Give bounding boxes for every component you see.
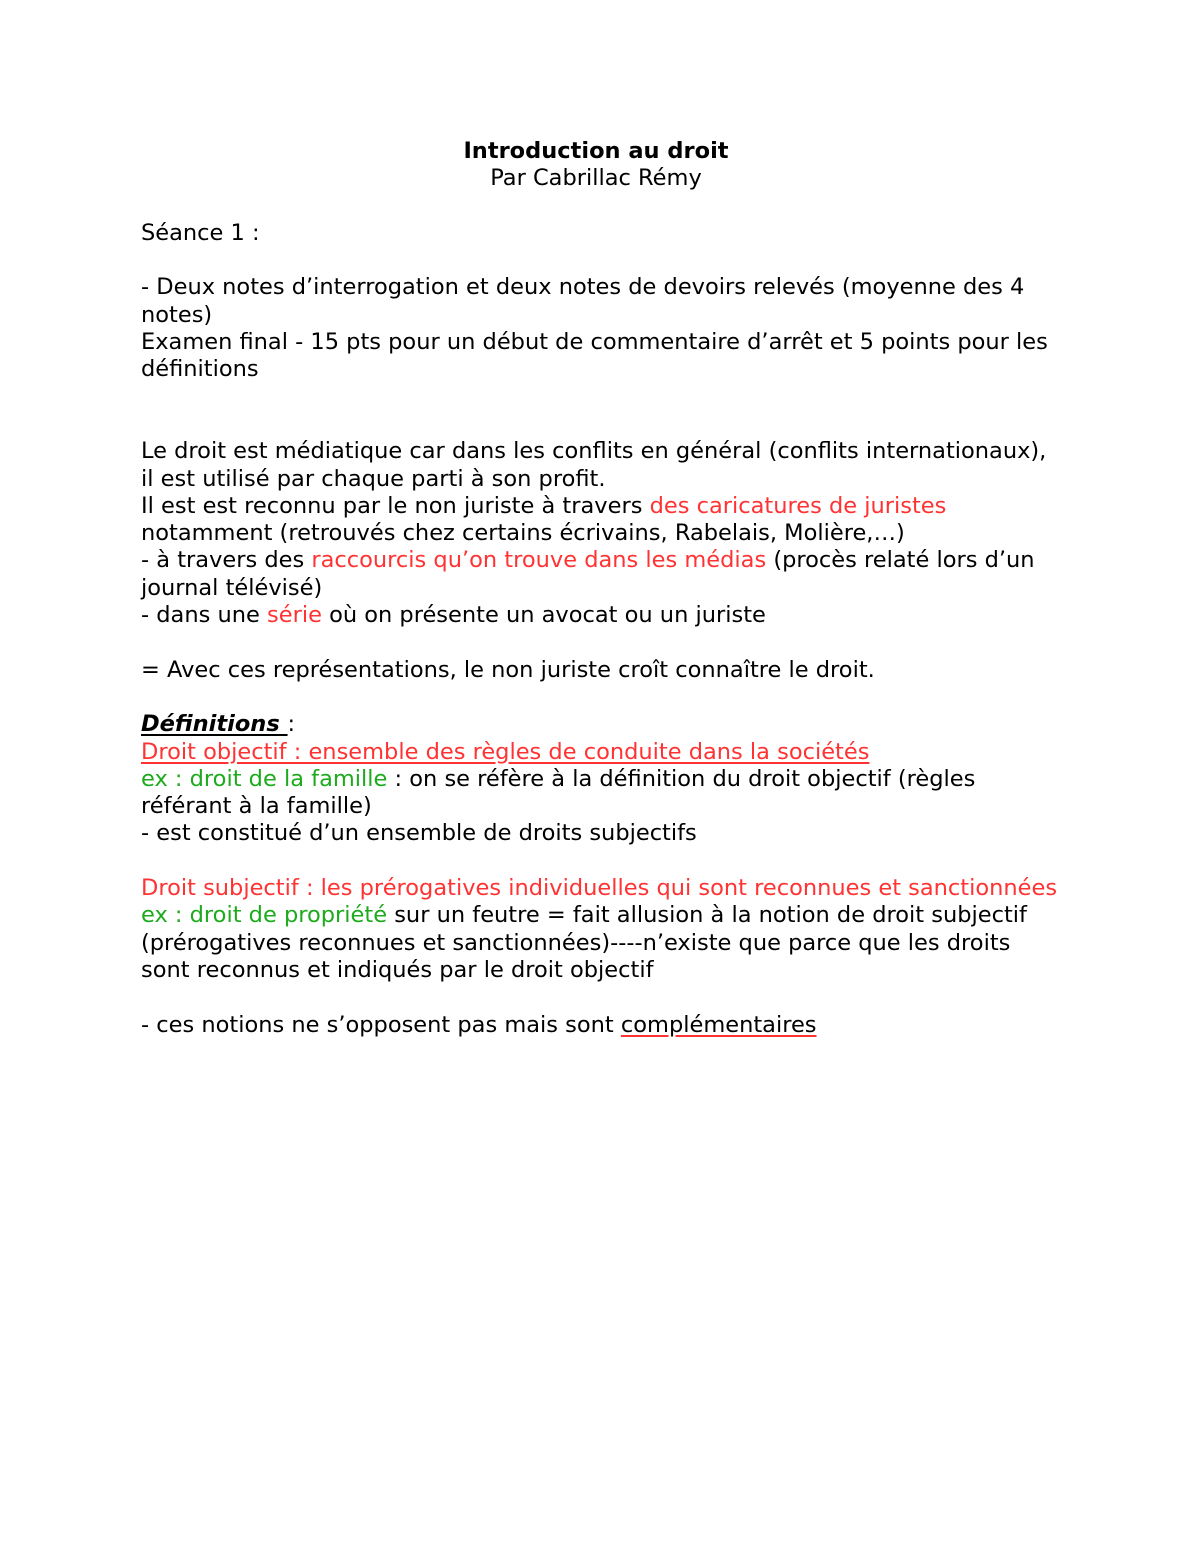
intro-p3-text-after: (procès relaté lors d’un journal télévisé) (141, 547, 1035, 601)
intro-p4-highlight: série (267, 602, 322, 629)
intro-p4-text-after: où on présente un avocat ou un juriste (321, 602, 766, 629)
evaluation-line-2: Examen final - 15 pts pour un début de commentaire d’arrêt et 5 points pour les définitions (141, 329, 1048, 383)
document-author: Par Cabrillac Rémy (490, 165, 702, 192)
spacer (141, 684, 1061, 711)
spacer (141, 193, 1061, 220)
intro-conclusion: = Avec ces représentations, le non juriste croît connaître le droit. (141, 656, 875, 683)
intro-paragraph-1: Le droit est médiatique car dans les conflits en général (conflits internationaux), il est utilisé par chaque parti à son profit. (141, 438, 1047, 492)
droit-objectif-example-label: ex : droit de la famille (141, 765, 388, 792)
droit-subjectif-example-text: sur un feutre = fait allusion à la notion de droit subjectif (prérogatives reconnues et sanctionnées)----n’existe que parce que les droits sont reconnus et indiqués par le droit objectif (141, 902, 1027, 983)
droit-objectif-example (141, 766, 1061, 821)
document-header (141, 138, 1051, 193)
seance-heading: Séance 1 : (141, 219, 260, 246)
document-title: Introduction au droit (463, 138, 729, 164)
intro-p2-text: Il est est reconnu par le non juriste à travers (141, 492, 650, 519)
droit-subjectif-title: Droit subjectif : les prérogatives individuelles qui sont reconnues et sanctionnées (141, 875, 1058, 902)
intro-p3-text: - à travers des (141, 547, 312, 574)
closing-line (141, 1012, 1061, 1039)
intro-p2-highlight: des caricatures de juristes (649, 492, 947, 519)
spacer (141, 629, 1061, 656)
droit-subjectif-example (141, 902, 1061, 984)
definitions-heading: Définitions (141, 711, 288, 738)
definitions-heading-colon: : (287, 711, 296, 738)
spacer (141, 848, 1061, 875)
spacer (141, 247, 1061, 274)
intro-paragraph-3 (141, 547, 1061, 602)
spacer (141, 384, 1061, 411)
intro-p4-text: - dans une (141, 602, 267, 629)
spacer (141, 984, 1061, 1011)
droit-objectif-note: - est constitué d’un ensemble de droits subjectifs (141, 820, 697, 847)
intro-paragraph-2 (141, 493, 1061, 548)
closing-text: - ces notions ne s’opposent pas mais sont (141, 1011, 621, 1038)
droit-subjectif-example-label: ex : droit de propriété (141, 902, 388, 929)
droit-objectif-example-text: : on se réfère à la définition du droit objectif (règles référant à la famille) (141, 765, 976, 820)
evaluation-line-1: - Deux notes d’interrogation et deux notes de devoirs relevés (moyenne des 4 notes) (141, 274, 1025, 328)
intro-p3-highlight: raccourcis qu’on trouve dans les médias (311, 547, 767, 574)
intro-paragraph-4 (141, 602, 1061, 629)
droit-objectif-title: Droit objectif : ensemble des règles de conduite dans la sociétés (141, 738, 870, 765)
document-body (141, 138, 1061, 1039)
definitions-heading-line (141, 711, 1061, 738)
spacer (141, 411, 1061, 438)
closing-underlined-word: complémentaires (620, 1011, 817, 1038)
intro-p2-text-after: notamment (retrouvés chez certains écrivains, Rabelais, Molière,…) (141, 520, 905, 547)
